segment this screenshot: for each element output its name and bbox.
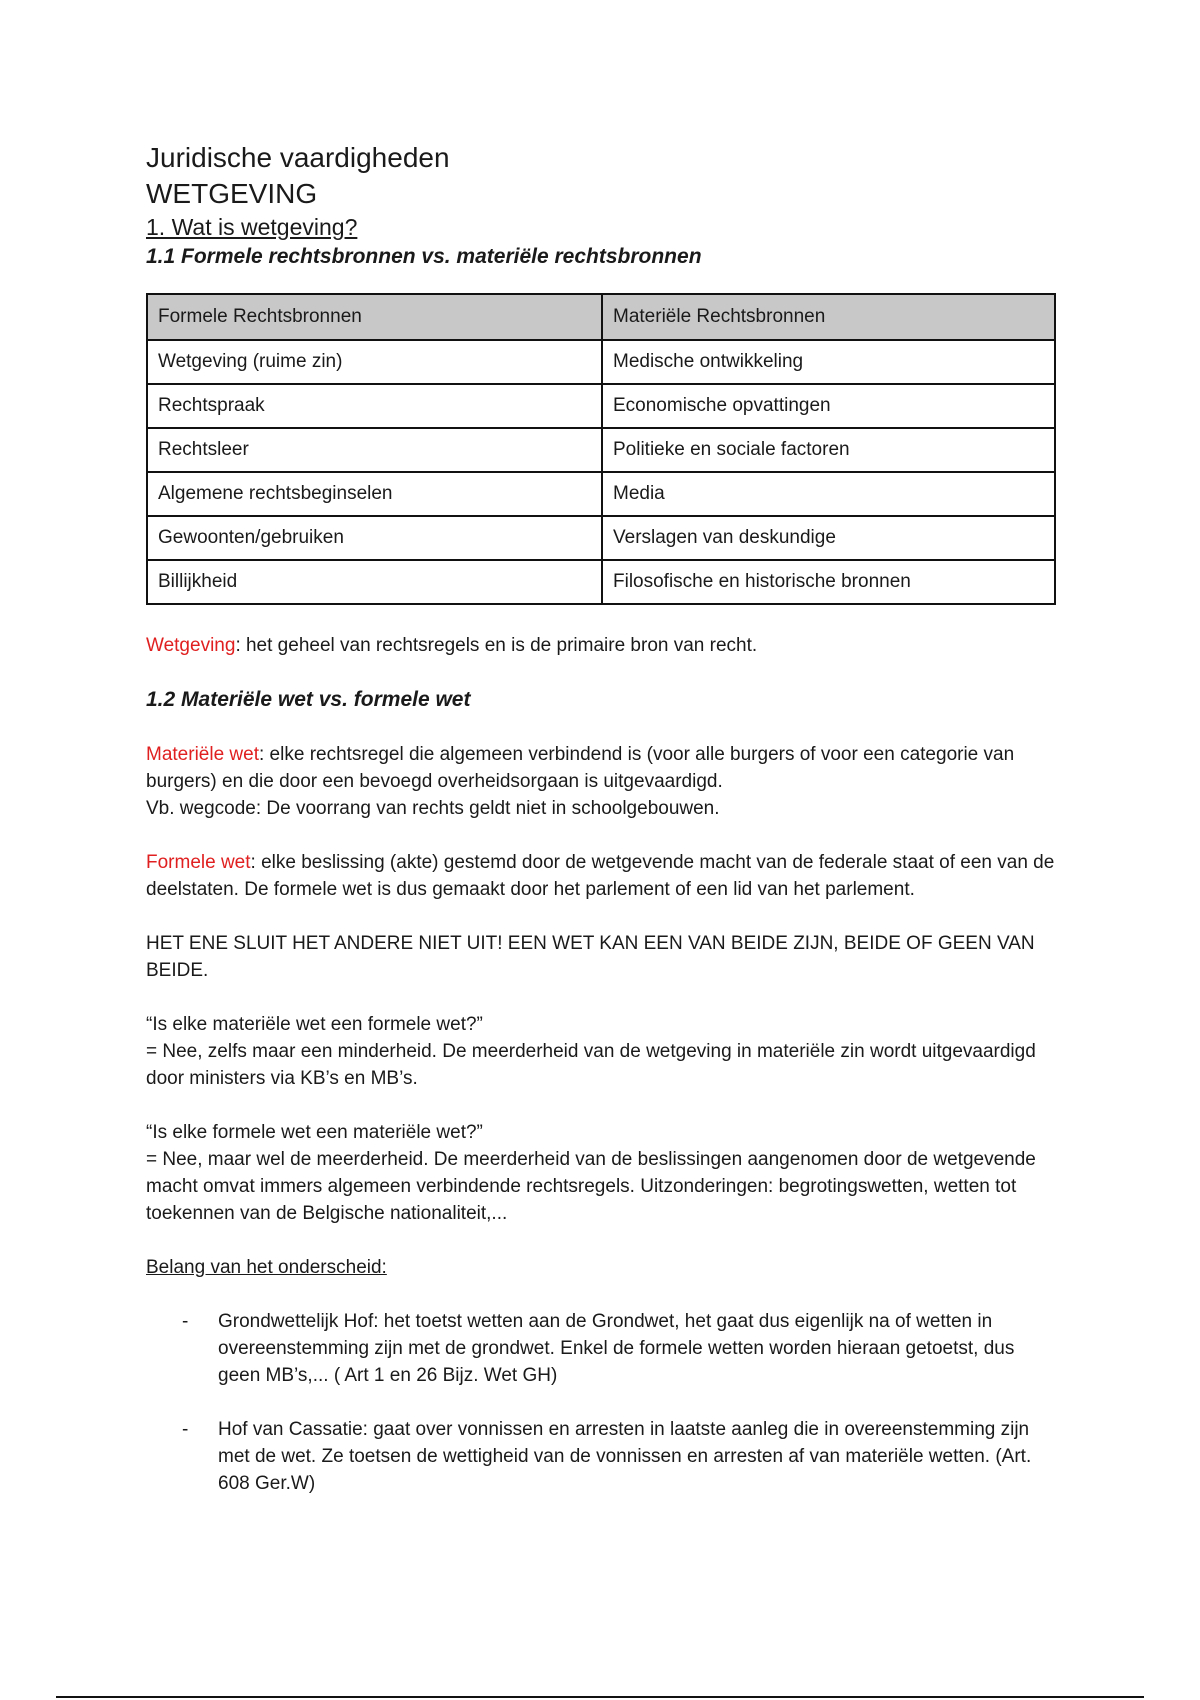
sources-table — [146, 293, 1056, 605]
document-page — [146, 140, 1061, 1497]
table-cell: Filosofische en historische bronnen — [602, 560, 1055, 604]
wetgeving-definition — [146, 632, 1061, 659]
table-row — [147, 340, 1055, 384]
materiele-wet-definition — [146, 741, 1061, 795]
dash-bullet: - — [182, 1311, 189, 1332]
table-cell: Economische opvattingen — [602, 384, 1055, 428]
table-row — [147, 560, 1055, 604]
document-subtitle: WETGEVING — [146, 178, 318, 209]
table-cell: Medische ontwikkeling — [602, 340, 1055, 384]
list-item-text: Hof van Cassatie: gaat over vonnissen en arresten in laatste aanleg die in overeenstemming zijn met de wet. Ze toetsen de wettigheid van de vonnissen en arresten af van materiële wetten. (Art. 608 Ger.W) — [218, 1419, 1032, 1494]
wetgeving-text: : het geheel van rechtsregels en is de primaire bron van recht. — [235, 635, 758, 656]
answer-1: = Nee, zelfs maar een minderheid. De meerderheid van de wetgeving in materiële zin wordt uitgevaardigd door ministers via KB’s en MB’s. — [146, 1041, 1036, 1089]
answer-2: = Nee, maar wel de meerderheid. De meerderheid van de beslissingen aangenomen door de wetgevende macht omvat immers algemeen verbindende rechtsregels. Uitzonderingen: begrotingswetten, wetten tot toekennen van de Belgische nationaliteit,... — [146, 1149, 1036, 1224]
list-item — [146, 1308, 1061, 1389]
table-cell: Algemene rechtsbeginselen — [147, 472, 602, 516]
list-item — [146, 1416, 1061, 1497]
list-item-text: Grondwettelijk Hof: het toetst wetten aan de Grondwet, het gaat dus eigenlijk na of wetten in overeenstemming zijn met de grondwet. Enkel de formele wetten worden hieraan getoetst, dus geen MB’s,... ( Art 1 en 26 Bijz. Wet GH) — [218, 1311, 1015, 1386]
caps-note: HET ENE SLUIT HET ANDERE NIET UIT! EEN WET KAN EEN VAN BEIDE ZIJN, BEIDE OF GEEN VAN BEIDE. — [146, 933, 1035, 981]
table-header-formele: Formele Rechtsbronnen — [147, 294, 602, 340]
table-row — [147, 384, 1055, 428]
table-cell: Gewoonten/gebruiken — [147, 516, 602, 560]
dash-bullet: - — [182, 1419, 189, 1440]
question-2: “Is elke formele wet een materiële wet?” — [146, 1122, 483, 1143]
table-row — [147, 516, 1055, 560]
section-heading-1: 1. Wat is wetgeving? — [146, 214, 358, 240]
materiele-wet-text: : elke rechtsregel die algemeen verbindend is (voor alle burgers of voor een categorie van burgers) en die door een bevoegd overheidsorgaan is uitgevaardigd. — [146, 744, 1015, 792]
belang-list — [146, 1308, 1061, 1497]
document-title: Juridische vaardigheden — [146, 142, 450, 173]
table-cell: Rechtsleer — [147, 428, 602, 472]
section-heading-1-2: 1.2 Materiële wet vs. formele wet — [146, 688, 471, 711]
table-header-materiele: Materiële Rechtsbronnen — [602, 294, 1055, 340]
materiele-wet-term: Materiële wet — [146, 744, 259, 765]
table-cell: Wetgeving (ruime zin) — [147, 340, 602, 384]
bottom-divider — [56, 1696, 1144, 1698]
table-cell: Media — [602, 472, 1055, 516]
table-cell: Rechtspraak — [147, 384, 602, 428]
table-cell: Verslagen van deskundige — [602, 516, 1055, 560]
table-row — [147, 428, 1055, 472]
formele-wet-term: Formele wet — [146, 852, 251, 873]
formele-wet-text: : elke beslissing (akte) gestemd door de wetgevende macht van de federale staat of een van de deelstaten. De formele wet is dus gemaakt door het parlement of een lid van het parlement. — [146, 852, 1055, 900]
materiele-wet-example: Vb. wegcode: De voorrang van rechts geldt niet in schoolgebouwen. — [146, 798, 720, 819]
wetgeving-term: Wetgeving — [146, 635, 236, 656]
table-cell: Billijkheid — [147, 560, 602, 604]
question-1: “Is elke materiële wet een formele wet?” — [146, 1014, 483, 1035]
table-row — [147, 472, 1055, 516]
formele-wet-definition — [146, 849, 1061, 903]
section-heading-1-1: 1.1 Formele rechtsbronnen vs. materiële rechtsbronnen — [146, 245, 702, 268]
table-header-row — [147, 294, 1055, 340]
table-cell: Politieke en sociale factoren — [602, 428, 1055, 472]
belang-heading: Belang van het onderscheid: — [146, 1257, 387, 1278]
